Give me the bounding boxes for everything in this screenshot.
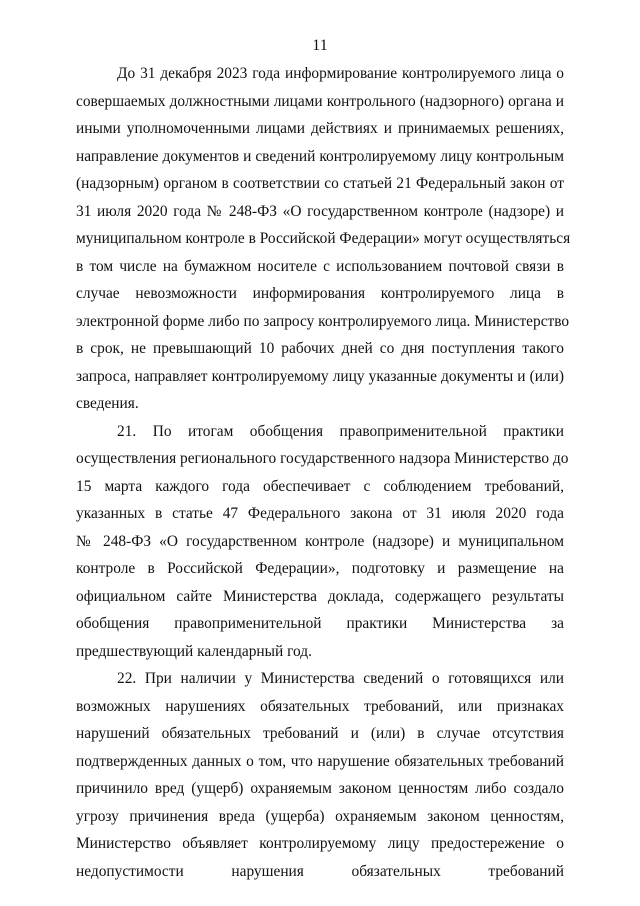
text-line: электронной форме либо по запросу контролируемого лица. Министерство bbox=[76, 312, 570, 330]
text-line: До 31 декабря 2023 года информирование контролируемого лица о bbox=[117, 65, 564, 82]
text-line: 22. При наличии у Министерства сведений о готовящихся или bbox=[117, 670, 564, 687]
text-line: осуществления регионального государственного надзора Министерство до bbox=[76, 450, 569, 467]
text-line: Министерство объявляет контролируемому лицу предостережение о bbox=[76, 835, 564, 852]
text-line: недопустимости нарушения обязательных требований bbox=[76, 862, 564, 880]
text-line: официальном сайте Министерства доклада, содержащего результаты bbox=[76, 587, 564, 605]
text-line: 31 июля 2020 года № 248-ФЗ «О государственном контроле (надзоре) и bbox=[76, 202, 564, 220]
text-line: обобщения правоприменительной практики Министерства за bbox=[76, 615, 564, 632]
text-line: 21. По итогам обобщения правоприменительной практики bbox=[117, 422, 564, 440]
text-line: нарушений обязательных требований и (или) в случае отсутствия bbox=[76, 725, 564, 742]
text-line: контроле в Российской Федерации», подготовку и размещение на bbox=[76, 560, 564, 577]
text-line: сведения. bbox=[76, 395, 139, 412]
text-line: муниципальном контроле в Российской Федерации» могут осуществляться bbox=[76, 230, 571, 247]
text-line: совершаемых должностными лицами контрольного (надзорного) органа и bbox=[76, 92, 564, 110]
text-line: в срок, не превышающий 10 рабочих дней со дня поступления такого bbox=[76, 340, 564, 357]
text-line: № 248-ФЗ «О государственном контроле (надзоре) и муниципальном bbox=[76, 532, 564, 550]
text-line: иными уполномоченными лицами действиях и принимаемых решениях, bbox=[76, 120, 564, 137]
text-line: направление документов и сведений контролируемому лицу контрольным bbox=[76, 147, 564, 165]
page-number: 11 bbox=[312, 37, 328, 54]
text-line: (надзорным) органом в соответствии со статьей 21 Федеральный закон от bbox=[76, 175, 564, 192]
paragraph-21-practice-report bbox=[76, 418, 569, 666]
text-line: указанных в статье 47 Федерального закона от 31 июля 2020 года bbox=[76, 505, 564, 522]
text-line: предшествующий календарный год. bbox=[76, 642, 312, 660]
text-line: подтвержденных данных о том, что нарушение обязательных требований bbox=[76, 752, 564, 770]
text-line: 15 марта каждого года обеспечивает с соблюдением требований, bbox=[76, 477, 564, 495]
text-line: причинило вред (ущерб) охраняемым законом ценностям либо создало bbox=[76, 780, 564, 797]
text-line: запроса, направляет контролируемому лицу указанные документы и (или) bbox=[76, 367, 564, 385]
text-line: угрозу причинения вреда (ущерба) охраняемым законом ценностям, bbox=[76, 807, 564, 825]
paragraph-2023-informing bbox=[76, 60, 571, 418]
text-line: случае невозможности информирования контролируемого лица в bbox=[76, 285, 564, 302]
paragraph-22-warning bbox=[76, 665, 564, 885]
text-line: в том числе на бумажном носителе с использованием почтовой связи в bbox=[76, 257, 564, 275]
document-body bbox=[76, 60, 571, 885]
text-line: возможных нарушениях обязательных требований, или признаках bbox=[76, 697, 564, 715]
